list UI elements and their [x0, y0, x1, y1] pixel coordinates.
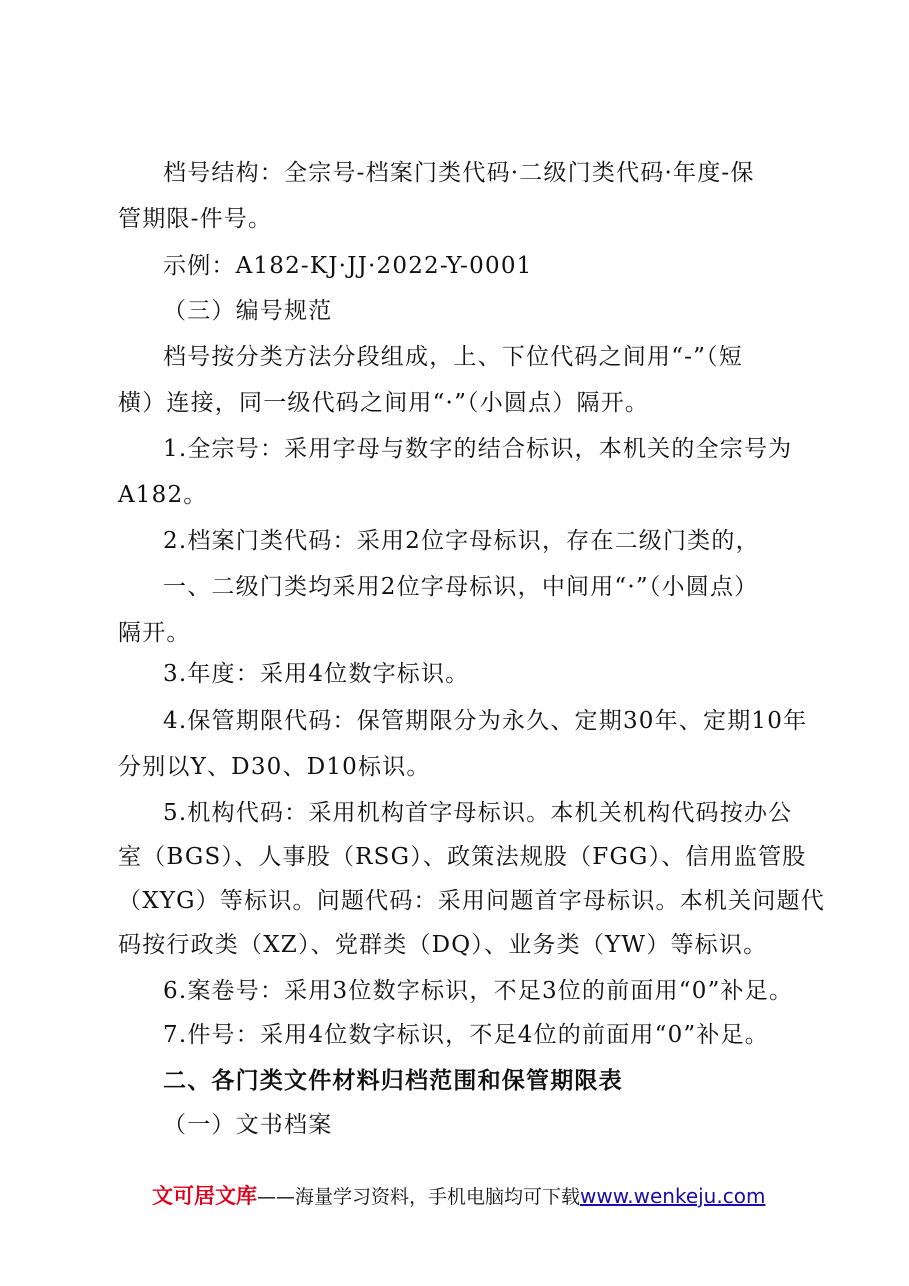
doc-line-item-7: 7.件号：采用4位数字标识，不足4位的前面用“0”补足。 [163, 1022, 769, 1048]
doc-line-item-1: 1.全宗号：采用字母与数字的结合标识，本机关的全宗号为 [163, 436, 793, 462]
doc-line-item-5-cont-3: 码按行政类（XZ）、党群类（DQ）、业务类（YW）等标识。 [118, 932, 768, 958]
section-heading-retention-table: 二、各门类文件材料归档范围和保管期限表 [163, 1068, 623, 1094]
doc-line-example: 示例：A182-KJ·JJ·2022-Y-0001 [163, 253, 533, 279]
doc-line-item-4-cont: 分别以Y、D30、D10标识。 [118, 754, 431, 780]
footer-banner [152, 1182, 765, 1211]
doc-line-numbering-rule: 档号按分类方法分段组成，上、下位代码之间用“-”（短 [163, 344, 743, 370]
doc-line-item-1-cont: A182。 [118, 482, 208, 508]
section-heading-numbering-rules: （三）编号规范 [163, 298, 333, 324]
doc-line-item-3: 3.年度：采用4位数字标识。 [163, 661, 470, 687]
doc-line-numbering-rule-cont: 横）连接，同一级代码之间用“·”（小圆点）隔开。 [118, 390, 650, 416]
footer-slogan: ——海量学习资料，手机电脑均可下载 [257, 1186, 581, 1208]
doc-line-item-5-cont-2: （XYG）等标识。问题代码：采用问题首字母标识。本机关问题代 [118, 888, 825, 914]
section-heading-document-archives: （一）文书档案 [163, 1112, 333, 1138]
doc-line-item-4: 4.保管期限代码：保管期限分为永久、定期30年、定期10年 [163, 708, 808, 734]
doc-line-item-2-cont: 一、二级门类均采用2位字母标识，中间用“·”（小圆点） [163, 574, 759, 600]
doc-line-item-5-cont-1: 室（BGS）、人事股（RSG）、政策法规股（FGG）、信用监管股 [118, 844, 807, 870]
doc-line-item-6: 6.案卷号：采用3位数字标识，不足3位的前面用“0”补足。 [163, 978, 794, 1004]
doc-line-archive-structure: 档号结构：全宗号-档案门类代码·二级门类代码·年度-保 [163, 160, 755, 186]
footer-brand: 文可居文库 [152, 1184, 257, 1208]
footer-site-link[interactable]: www.wenkeju.com [580, 1184, 766, 1208]
doc-line-item-2-end: 隔开。 [118, 620, 191, 646]
doc-line-item-2: 2.档案门类代码：采用2位字母标识，存在二级门类的， [163, 528, 760, 554]
doc-line-archive-structure-cont: 管期限-件号。 [118, 206, 273, 232]
doc-line-item-5: 5.机构代码：采用机构首字母标识。本机关机构代码按办公 [163, 800, 793, 826]
